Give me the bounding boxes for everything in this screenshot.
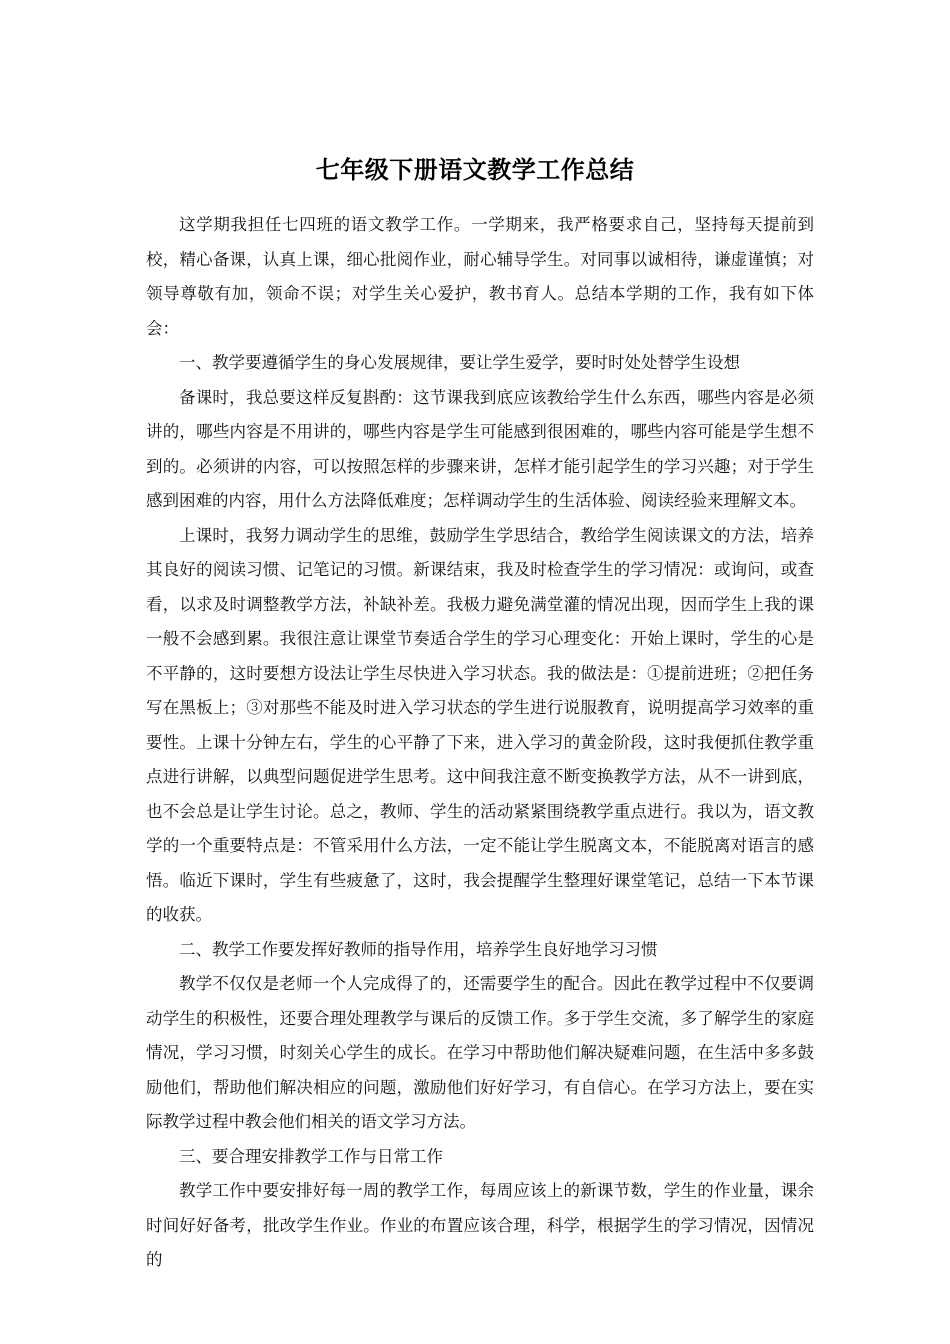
section-heading-3: 三、要合理安排教学工作与日常工作: [179, 1146, 443, 1166]
section-heading-2: 二、教学工作要发挥好教师的指导作用，培养学生良好地学习习惯: [179, 939, 658, 959]
body-paragraph: 教学工作中要安排好每一周的教学工作，每周应该上的新课节数，学生的作业量，课余时间好好备考，批改学生作业。作业的布置应该合理，科学，根据学生的学习情况，因情况的: [146, 1181, 814, 1269]
document-title: 七年级下册语文教学工作总结: [315, 155, 635, 184]
section-heading-1: 一、教学要遵循学生的身心发展规律，要让学生爱学，要时时处处替学生设想: [179, 353, 740, 372]
body-paragraph: 备课时，我总要这样反复斟酌：这节课我到底应该教给学生什么东西，哪些内容是必须讲的，哪些内容是不用讲的，哪些内容是学生可能感到很困难的，哪些内容可能是学生想不到的。必须讲的内容，可以按照怎样的步骤来讲，怎样才能引起学生的学习兴趣；对于学生感到困难的内容，用什么方法降低难度；怎样调动学生的生活体验、阅读经验来理解文本。: [146, 387, 814, 510]
intro-paragraph: 这学期我担任七四班的语文教学工作。一学期来，我严格要求自己，坚持每天提前到校，精心备课，认真上课，细心批阅作业，耐心辅导学生。对同事以诚相待，谦虚谨慎；对领导尊敬有加，领命不误；对学生关心爱护，教书育人。总结本学期的工作，我有如下体会：: [146, 215, 814, 338]
body-paragraph: 上课时，我努力调动学生的思维，鼓励学生学思结合，教给学生阅读课文的方法，培养其良好的阅读习惯、记笔记的习惯。新课结束，我及时检查学生的学习情况：或询问，或查看，以求及时调整教学方法，补缺补差。我极力避免满堂灌的情况出现，因而学生上我的课一般不会感到累。我很注意让课堂节奏适合学生的学习心理变化：开始上课时，学生的心是不平静的，这时要想方设法让学生尽快进入学习状态。我的做法是：①提前进班；②把任务写在黑板上；③对那些不能及时进入学习状态的学生进行说服教育，说明提高学习效率的重要性。上课十分钟左右，学生的心平静了下来，进入学习的黄金阶段，这时我便抓住教学重点进行讲解，以典型问题促进学生思考。这中间我注意不断变换教学方法，从不一讲到底，也不会总是让学生讨论。总之，教师、学生的活动紧紧围绕教学重点进行。我以为，语文教学的一个重要特点是：不管采用什么方法，一定不能让学生脱离文本，不能脱离对语言的感悟。临近下课时，学生有些疲惫了，这时，我会提醒学生整理好课堂笔记，总结一下本节课的收获。: [146, 525, 814, 924]
body-paragraph: 教学不仅仅是老师一个人完成得了的，还需要学生的配合。因此在教学过程中不仅要调动学生的积极性，还要合理处理教学与课后的反馈工作。多于学生交流，多了解学生的家庭情况，学习习惯，时刻关心学生的成长。在学习中帮助他们解决疑难问题，在生活中多多鼓励他们，帮助他们解决相应的问题，激励他们好好学习，有自信心。在学习方法上，要在实际教学过程中教会他们相关的语文学习方法。: [146, 974, 814, 1131]
document-body: [146, 208, 814, 1278]
